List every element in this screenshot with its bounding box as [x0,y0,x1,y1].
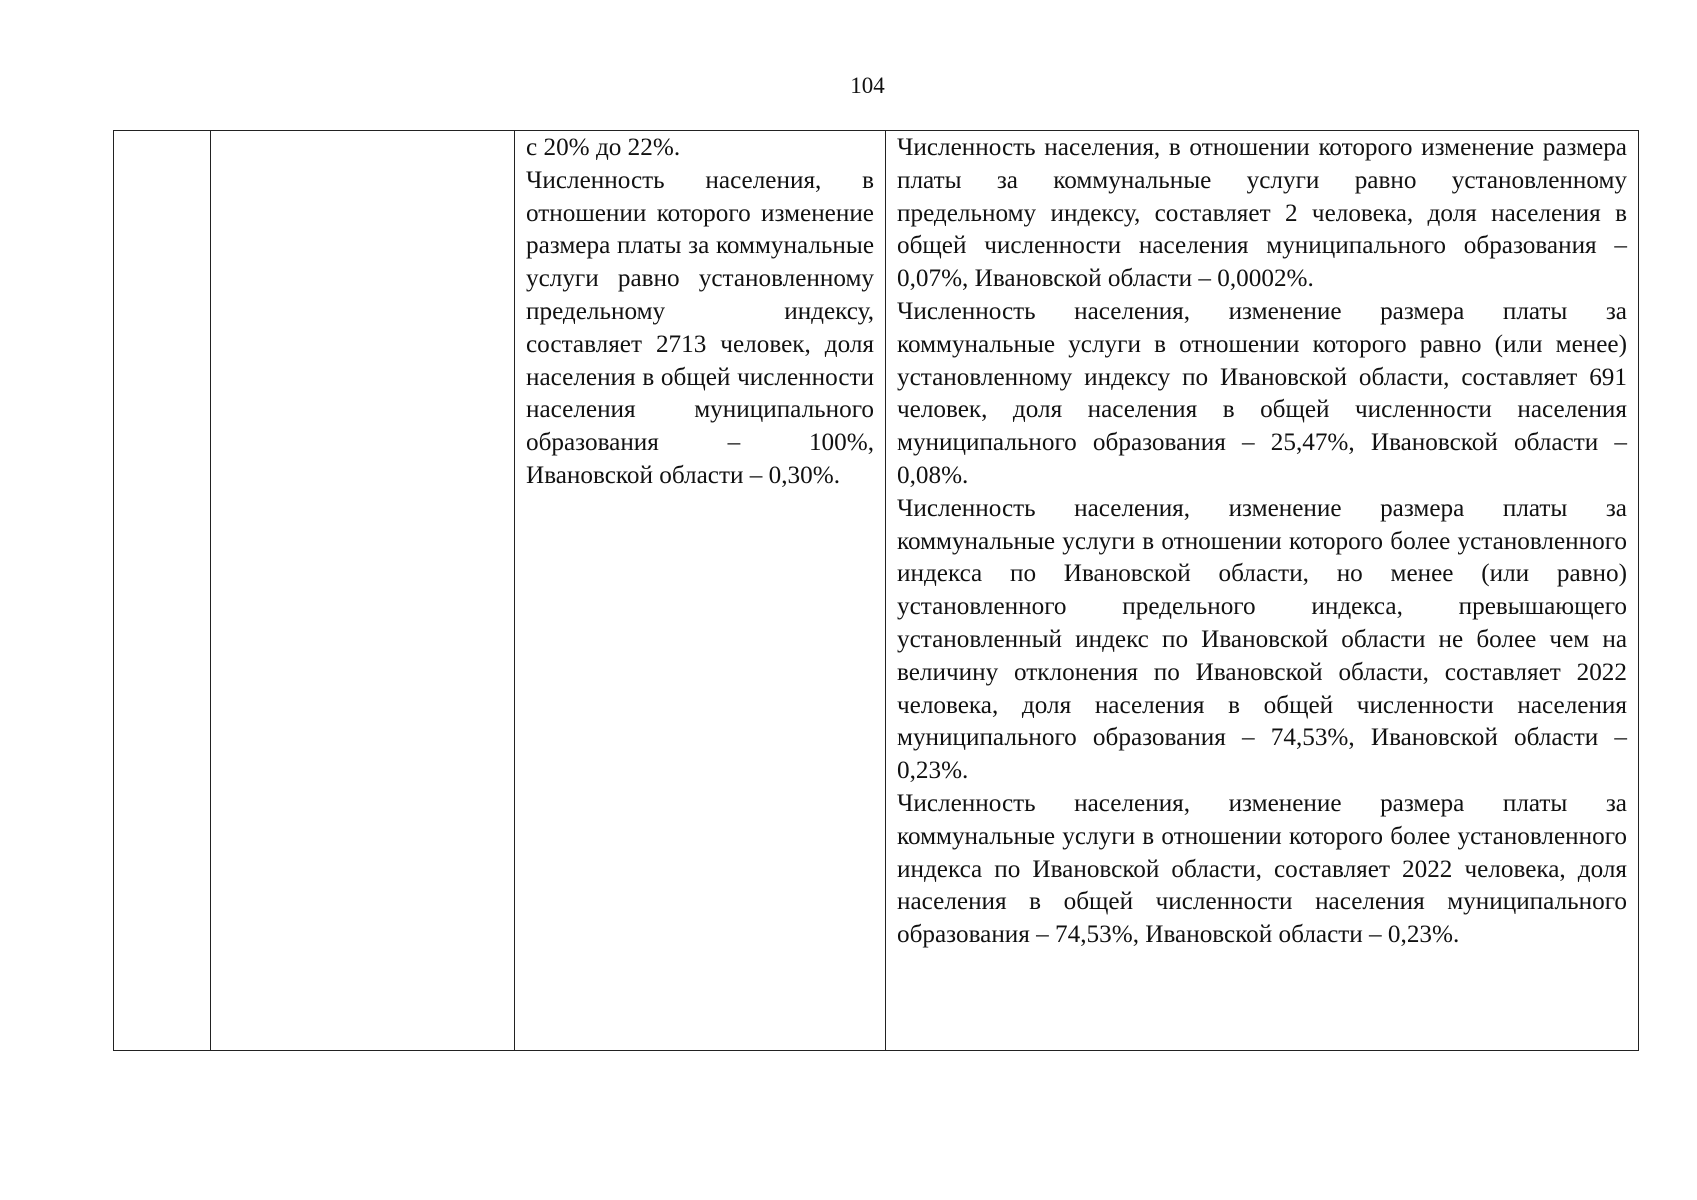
paragraph-population-equal-limit: Численность населения, в отношении которого изменение размера платы за коммунальные услуги равно установленному предельному индексу, составляет 2 человека, доля населения в общей численности населения муниципального образования – 0,07%, Ивановской области – 0,0002%. [897,134,1627,293]
page-number: 104 [850,73,885,98]
paragraph-population-equal-or-less: Численность населения, изменение размера платы за коммунальные услуги в отношении которого равно (или менее) установленному индексу по Ивановской области, составляет 691 человек, доля населения в общей численности населения муниципального образования – 25,47%, Ивановской области – 0,08%. [897,297,1627,489]
paragraph-population-above: Численность населения, изменение размера платы за коммунальные услуги в отношении которого более установленного индекса по Ивановской области, составляет 2022 человека, доля населения в общей численности населения муниципального образования – 74,53%, Ивановской области – 0,23%. [897,789,1627,949]
paragraph-population-limit: Численность населения, в отношении которого изменение размера платы за коммунальные услуги равно установленному предельному индексу, составляет 2713 человек, доля населения в общей численности населения муниципального образования – 100%, Ивановской области – 0,30%. [526,166,874,489]
table-cell-col2 [211,131,515,1051]
cell-text-col4 [886,131,1638,952]
document-table [113,130,1639,1051]
cell-text-col3 [515,131,885,493]
table-cell-col4 [886,131,1639,1051]
paragraph-population-between: Численность населения, изменение размера платы за коммунальные услуги в отношении которого более установленного индекса по Ивановской области, но менее (или равно) установленного предельного индекса, превышающего установленный индекс по Ивановской области не более чем на величину отклонения по Ивановской области, составляет 2022 человека, доля населения в общей численности населения муниципального образования – 74,53%, Ивановской области – 0,23%. [897,494,1627,785]
paragraph-range: с 20% до 22%. [526,134,681,161]
table-cell-col1 [114,131,211,1051]
table-cell-col3 [515,131,886,1051]
table-row [114,131,1639,1051]
